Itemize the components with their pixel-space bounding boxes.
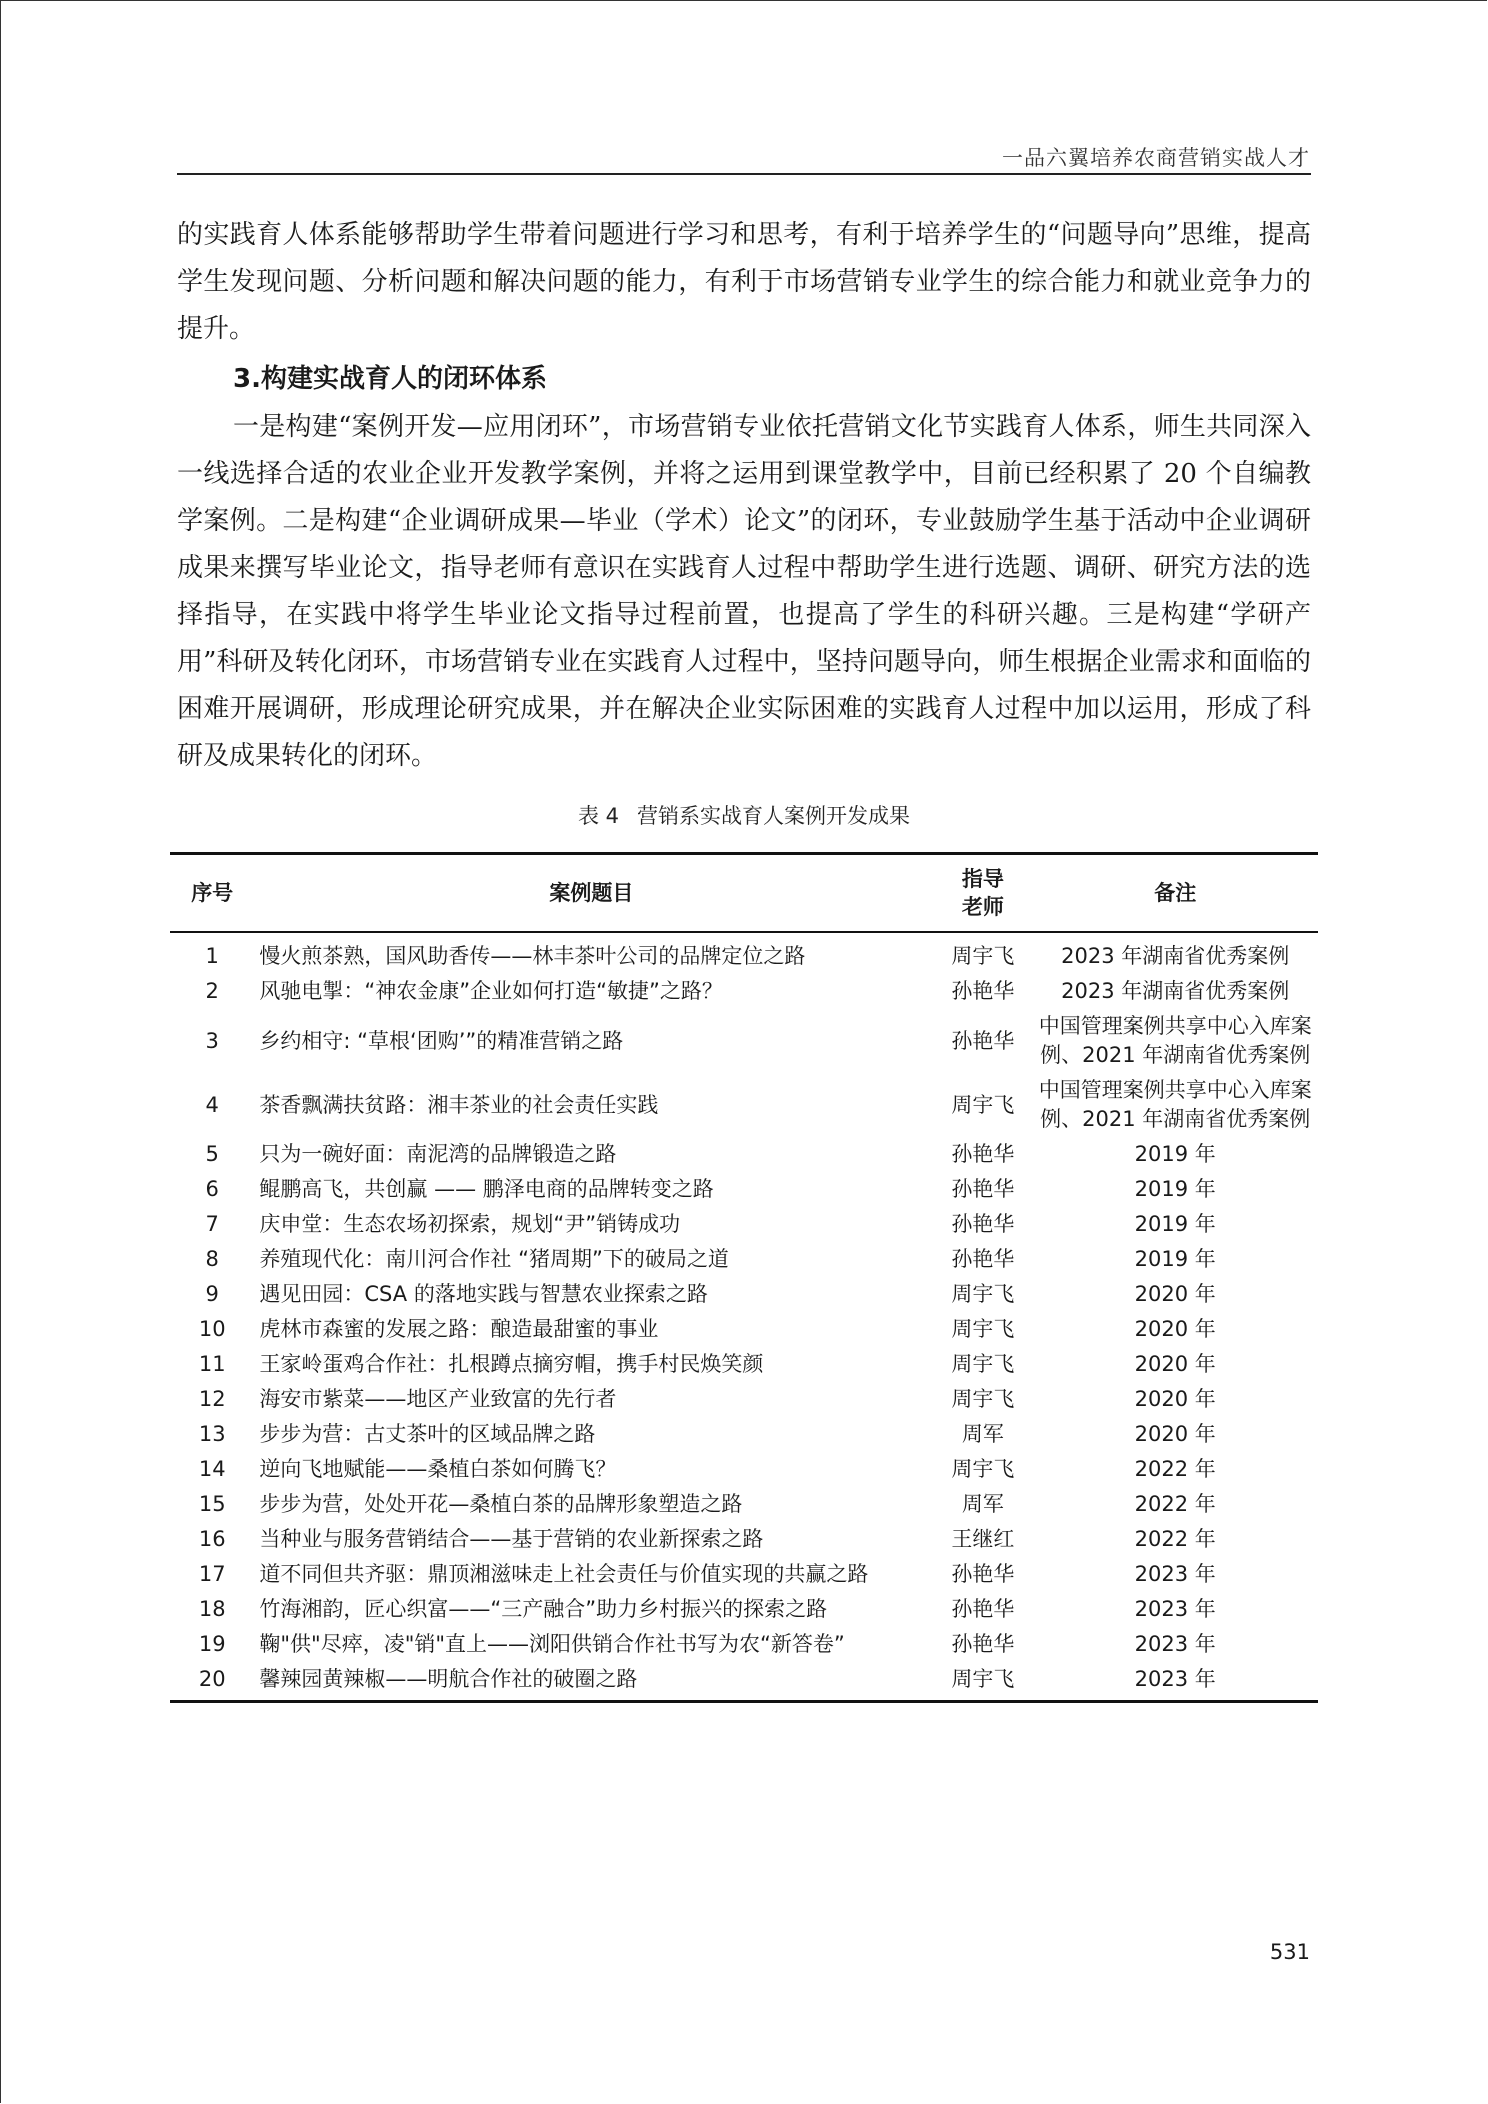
cell-note: 2020 年 [1134, 1422, 1216, 1446]
table-caption-title: 营销系实战育人案例开发成果 [637, 804, 911, 828]
cell-title: 王家岭蛋鸡合作社：扎根蹲点摘穷帽，携手村民焕笑颜 [259, 1352, 764, 1376]
table-row [170, 1137, 1318, 1172]
cell-note: 2023 年 [1134, 1562, 1216, 1586]
cell-title: 遇见田园：CSA 的落地实践与智慧农业探索之路 [259, 1282, 708, 1306]
cell-teacher: 周宇飞 [951, 1667, 1015, 1691]
cell-teacher: 孙艳华 [951, 1632, 1015, 1656]
cell-no: 5 [205, 1142, 219, 1166]
cell-title: 海安市紫菜——地区产业致富的先行者 [259, 1387, 617, 1411]
cell-title: 步步为营，处处开花—桑植白茶的品牌形象塑造之路 [259, 1492, 743, 1516]
cell-note: 2023 年 [1134, 1597, 1216, 1621]
cell-no: 6 [205, 1177, 219, 1201]
cell-title: 庆申堂：生态农场初探索，规划“尹”销铸成功 [259, 1212, 681, 1236]
cell-no: 16 [198, 1527, 226, 1551]
table-body [170, 932, 1318, 1702]
header-no: 序号 [191, 881, 234, 905]
cell-note: 中国管理案例共享中心入库案例、2021 年湖南省优秀案例 [1038, 1014, 1312, 1067]
table-row [170, 1522, 1318, 1557]
case-table [170, 852, 1318, 1703]
header-title: 案例题目 [549, 881, 634, 905]
cell-no: 8 [205, 1247, 219, 1271]
table-row [170, 1662, 1318, 1702]
table-row [170, 1073, 1318, 1137]
cell-no: 10 [198, 1317, 226, 1341]
cell-teacher: 孙艳华 [951, 979, 1015, 1003]
cell-teacher: 孙艳华 [951, 1597, 1015, 1621]
cell-teacher: 孙艳华 [951, 1212, 1015, 1236]
cell-title: 养殖现代化：南川河合作社 “猪周期”下的破局之道 [259, 1247, 729, 1271]
cell-note: 2019 年 [1134, 1212, 1216, 1236]
table-row [170, 1592, 1318, 1627]
table-row [170, 1347, 1318, 1382]
cell-teacher: 孙艳华 [951, 1177, 1015, 1201]
table-row [170, 1172, 1318, 1207]
cell-title: 道不同但共齐驱：鼎顶湘滋味走上社会责任与价值实现的共赢之路 [259, 1562, 869, 1586]
cell-note: 2022 年 [1134, 1527, 1216, 1551]
cell-note: 2019 年 [1134, 1177, 1216, 1201]
cell-title: 虎林市森蜜的发展之路：酿造最甜蜜的事业 [259, 1317, 659, 1341]
table-row [170, 1312, 1318, 1347]
cell-teacher: 周宇飞 [951, 1387, 1015, 1411]
cell-teacher: 孙艳华 [951, 1142, 1015, 1166]
cell-teacher: 周宇飞 [951, 1092, 1015, 1117]
cell-teacher: 周军 [961, 1492, 1004, 1516]
cell-no: 18 [198, 1597, 226, 1621]
cell-note: 2023 年湖南省优秀案例 [1061, 979, 1290, 1003]
table-row [170, 1487, 1318, 1522]
cell-teacher: 孙艳华 [951, 1562, 1015, 1586]
cell-no: 11 [198, 1352, 226, 1376]
page-number: 531 [1269, 1940, 1310, 1964]
cell-teacher: 孙艳华 [951, 1028, 1015, 1053]
cell-no: 17 [198, 1562, 226, 1586]
cell-no: 1 [205, 944, 219, 968]
paragraph-closed-loop: 一是构建“案例开发—应用闭环”，市场营销专业依托营销文化节实践育人体系，师生共同深入一线选择合适的农业企业开发教学案例，并将之运用到课堂教学中，目前已经积累了 20 个自编教学案例。二是构建“企业调研成果—毕业（学术）论文”的闭环，专业鼓励学生基于活动中企业调研成果来撰写毕业论文，指导老师有意识在实践育人过程中帮助学生进行选题、调研、研究方法的选择指导，在实践中将学生毕业论文指导过程前置，也提高了学生的科研兴趣。三是构建“学研产用”科研及转化闭环，市场营销专业在实践育人过程中，坚持问题导向，师生根据企业需求和面临的困难开展调研，形成理论研究成果，并在解决企业实际困难的实践育人过程中加以运用，形成了科研及成果转化的闭环。 [177, 412, 1311, 771]
cell-title: 鞠"供"尽瘁，凌"销"直上——浏阳供销合作社书写为农“新答卷” [259, 1632, 845, 1656]
header-teacher-line1: 指导 [961, 867, 1004, 891]
cell-teacher: 周军 [961, 1422, 1004, 1446]
running-header: 一品六翼培养农商营销实战人才 [1002, 146, 1310, 170]
cell-title: 慢火煎茶熟，国风助香传——林丰茶叶公司的品牌定位之路 [259, 944, 806, 968]
cell-teacher: 孙艳华 [951, 1247, 1015, 1271]
cell-no: 15 [198, 1492, 226, 1516]
cell-no: 7 [205, 1212, 219, 1236]
body-text [177, 212, 1311, 780]
table-caption [0, 800, 1488, 830]
cell-note: 2019 年 [1134, 1142, 1216, 1166]
header-rule [177, 173, 1311, 175]
cell-note: 2020 年 [1134, 1387, 1216, 1411]
cell-note: 中国管理案例共享中心入库案例、2021 年湖南省优秀案例 [1038, 1078, 1312, 1131]
cell-note: 2020 年 [1134, 1352, 1216, 1376]
table-row [170, 932, 1318, 974]
table-row [170, 1009, 1318, 1073]
cell-title: 逆向飞地赋能——桑植白茶如何腾飞？ [259, 1457, 617, 1481]
cell-no: 2 [205, 979, 219, 1003]
table-caption-number: 表 4 [577, 804, 620, 828]
table-row [170, 1277, 1318, 1312]
cell-note: 2023 年湖南省优秀案例 [1061, 944, 1290, 968]
table-row [170, 1557, 1318, 1592]
cell-note: 2020 年 [1134, 1282, 1216, 1306]
table-row [170, 1417, 1318, 1452]
cell-title: 乡约相守: “草根‘团购’”的精准营销之路 [259, 1028, 624, 1053]
table-row [170, 1452, 1318, 1487]
cell-no: 9 [205, 1282, 219, 1306]
cell-no: 20 [198, 1667, 226, 1691]
cell-teacher: 周宇飞 [951, 1457, 1015, 1481]
header-teacher-line2: 老师 [961, 895, 1004, 919]
cell-note: 2023 年 [1134, 1667, 1216, 1691]
cell-teacher: 周宇飞 [951, 1282, 1015, 1306]
cell-no: 14 [198, 1457, 226, 1481]
cell-title: 步步为营：古丈茶叶的区域品牌之路 [259, 1422, 596, 1446]
cell-title: 当种业与服务营销结合——基于营销的农业新探索之路 [259, 1527, 764, 1551]
table-row [170, 974, 1318, 1009]
cell-title: 鲲鹏高飞，共创赢 —— 鹏泽电商的品牌转变之路 [259, 1177, 714, 1201]
table-row [170, 1242, 1318, 1277]
header-teacher [933, 854, 1032, 933]
cell-note: 2023 年 [1134, 1632, 1216, 1656]
cell-no: 4 [205, 1092, 219, 1117]
cell-title: 风驰电掣：“神农金康”企业如何打造“敏捷”之路？ [259, 979, 723, 1003]
cell-no: 19 [198, 1632, 226, 1656]
table-header-row [170, 854, 1318, 933]
cell-no: 13 [198, 1422, 226, 1446]
cell-teacher: 王继红 [951, 1527, 1015, 1551]
cell-note: 2022 年 [1134, 1457, 1216, 1481]
cell-title: 竹海湘韵，匠心织富——“三产融合”助力乡村振兴的探索之路 [259, 1597, 828, 1621]
cell-no: 3 [205, 1028, 219, 1053]
cell-title: 茶香飘满扶贫路：湘丰茶业的社会责任实践 [259, 1092, 659, 1117]
paragraph-continued: 的实践育人体系能够帮助学生带着问题进行学习和思考，有利于培养学生的“问题导向”思维，提高学生发现问题、分析问题和解决问题的能力，有利于市场营销专业学生的综合能力和就业竞争力的提升。 [177, 220, 1311, 344]
cell-no: 12 [198, 1387, 226, 1411]
header-note: 备注 [1154, 881, 1197, 905]
cell-note: 2022 年 [1134, 1492, 1216, 1516]
cell-title: 馨辣园黄辣椒——明航合作社的破圈之路 [259, 1667, 638, 1691]
table-row [170, 1207, 1318, 1242]
cell-note: 2019 年 [1134, 1247, 1216, 1271]
cell-teacher: 周宇飞 [951, 1352, 1015, 1376]
cell-teacher: 周宇飞 [951, 1317, 1015, 1341]
cell-title: 只为一碗好面：南泥湾的品牌锻造之路 [259, 1142, 617, 1166]
section-heading: 3.构建实战育人的闭环体系 [233, 364, 547, 394]
cell-note: 2020 年 [1134, 1317, 1216, 1341]
table-row [170, 1627, 1318, 1662]
table-row [170, 1382, 1318, 1417]
cell-teacher: 周宇飞 [951, 944, 1015, 968]
